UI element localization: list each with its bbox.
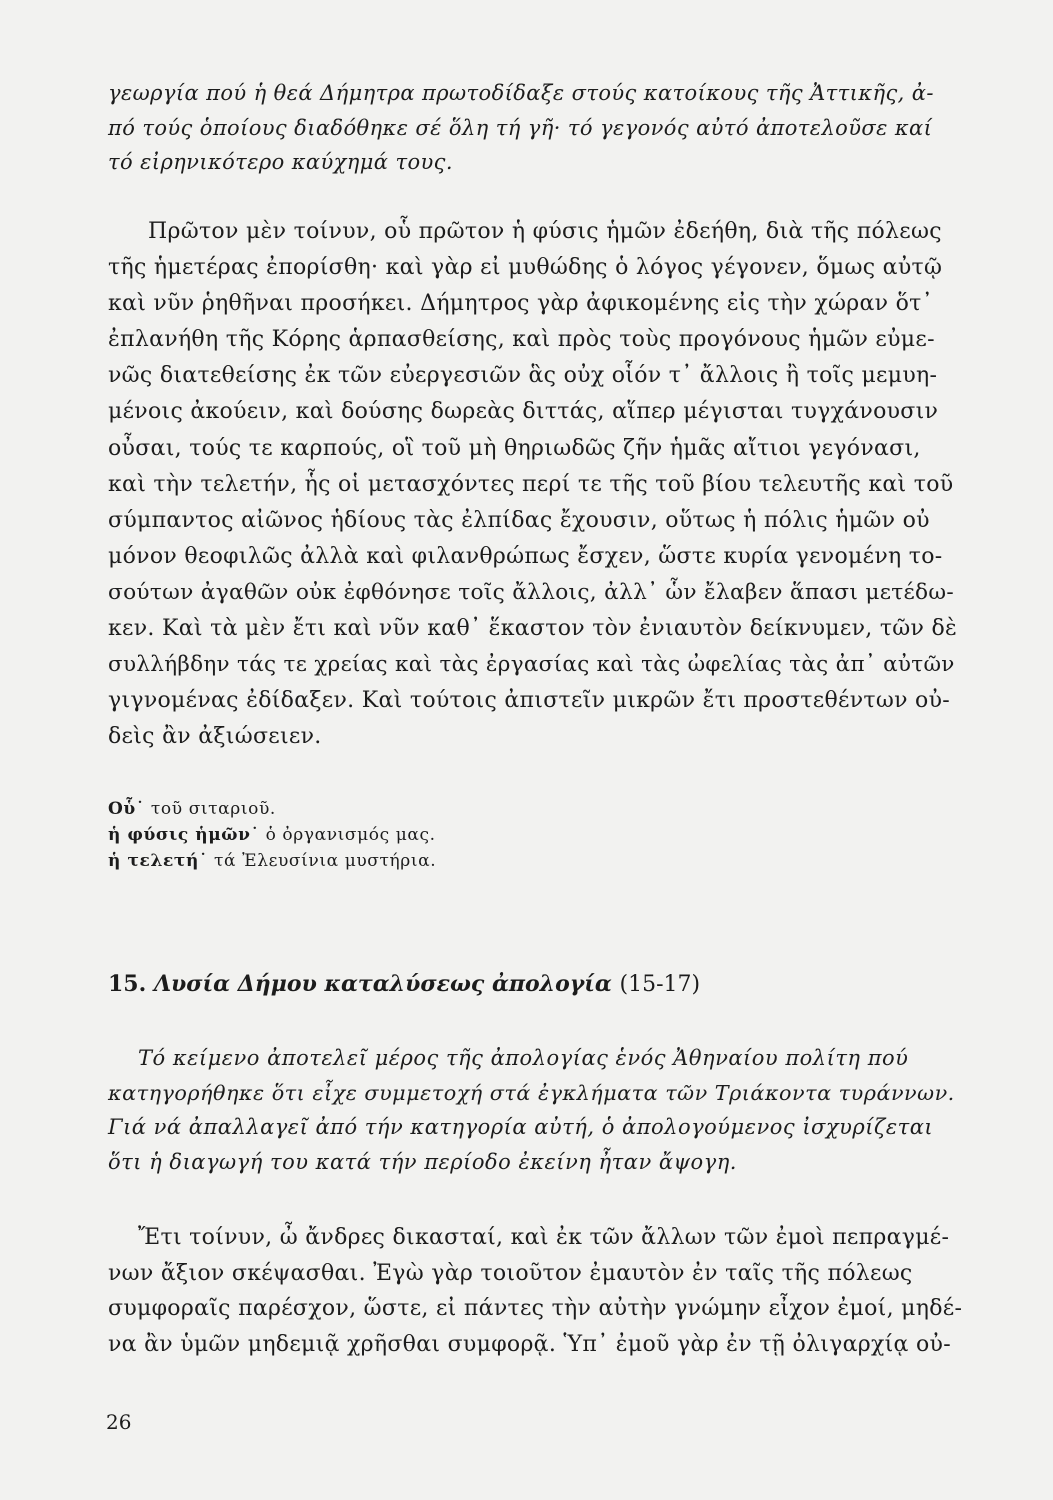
passage-line: σούτων ἀγαθῶν οὐκ ἐφθόνησε τοῖς ἄλλοις, ἀλλ᾽ ὧν ἔλαβεν ἅπασι μετέδω- (108, 579, 954, 605)
section-number: 15. (108, 971, 147, 997)
section-title: Λυσία Δήμου καταλύσεως ἀπολογία (153, 971, 612, 997)
intro-commentary (108, 76, 963, 180)
intro-line: Γιά νά ἀπαλλαγεῖ ἀπό τήν κατηγορία αὐτή, ὁ ἀπολογούμενος ἰσχυρίζεται (108, 1115, 934, 1139)
section-range: (15-17) (619, 972, 701, 997)
glossary-note (108, 822, 963, 848)
passage-line: να ἂν ὑμῶν μηδεμιᾷ χρῆσθαι συμφορᾷ. Ὑπ᾽ ἐμοῦ γὰρ ἐν τῇ ὀλιγαρχίᾳ οὐ- (108, 1331, 951, 1357)
commentary-line: πό τούς ὁποίους διαδόθηκε σέ ὅλη τή γῆ· τό γεγονός αὐτό ἀποτελοῦσε καί (108, 115, 933, 140)
passage-line: συλλήβδην τάς τε χρείας καὶ τὰς ἐργασίας καὶ τὰς ὠφελίας τὰς ἀπ᾽ αὐτῶν (108, 652, 955, 678)
passage-line: γιγνομένας ἐδίδαξεν. Καὶ τούτοις ἀπιστεῖν μικρῶν ἔτι προστεθέντων οὐ- (108, 688, 950, 714)
commentary-line: γεωργία πού ἡ θεά Δήμητρα πρωτοδίδαξε στούς κατοίκους τῆς Ἀττικῆς, ἀ- (108, 81, 934, 105)
glossary-notes (108, 796, 963, 874)
passage-line: νων ἄξιον σκέψασθαι. Ἐγὼ γὰρ τοιοῦτον ἐμαυτὸν ἐν ταῖς τῆς πόλεως (108, 1260, 913, 1286)
passage-line: τῆς ἡμετέρας ἐπορίσθη· καὶ γὰρ εἰ μυθώδης ὁ λόγος γέγονεν, ὅμως αὐτῷ (108, 255, 943, 281)
note-term: Οὗ˙ (108, 799, 145, 819)
intro-line: κατηγορήθηκε ὅτι εἶχε συμμετοχή στά ἐγκλήματα τῶν Τριάκοντα τυράννων. (108, 1080, 955, 1105)
intro-line: Τό κείμενο ἀποτελεῖ μέρος τῆς ἀπολογίας ἑνός Ἀθηναίου πολίτη πού (138, 1046, 909, 1070)
page-number: 26 (106, 1410, 132, 1434)
note-gloss: τά Ἐλευσίνια μυστήρια. (214, 851, 437, 871)
note-gloss: τοῦ σιταριοῦ. (150, 799, 276, 819)
passage-line: καὶ νῦν ῥηθῆναι προσήκει. Δήμητρος γὰρ ἀφικομένης εἰς τὴν χώραν ὅτ᾽ (108, 291, 933, 317)
passage-line: δεὶς ἂν ἀξιώσειεν. (108, 724, 322, 750)
passage-line: μένοις ἀκούειν, καὶ δούσης δωρεὰς διττάς, αἵπερ μέγισται τυγχάνουσιν (108, 399, 939, 425)
passage-line: νῶς διατεθείσης ἐκ τῶν εὐεργεσιῶν ἃς οὐχ οἷόν τ᾽ ἄλλοις ἢ τοῖς μεμυη- (108, 363, 938, 389)
note-term: ἡ φύσις ἡμῶν˙ (108, 825, 260, 845)
passage-line: σύμπαντος αἰῶνος ἡδίους τὰς ἐλπίδας ἔχουσιν, οὕτως ἡ πόλις ἡμῶν οὐ (108, 507, 930, 533)
section-heading (108, 968, 963, 1001)
section-introduction (108, 1041, 963, 1179)
passage-line: οὖσαι, τούς τε καρπούς, οἳ τοῦ μὴ θηριωδῶς ζῆν ἡμᾶς αἴτιοι γεγόνασι, (108, 435, 921, 461)
passage-line: κεν. Καὶ τὰ μὲν ἔτι καὶ νῦν καθ᾽ ἕκαστον τὸν ἐνιαυτὸν δείκνυμεν, τῶν δὲ (108, 616, 958, 642)
passage-line: συμφοραῖς παρέσχον, ὥστε, εἰ πάντες τὴν αὐτὴν γνώμην εἶχον ἐμοί, μηδέ- (108, 1296, 963, 1321)
ancient-greek-passage-1 (108, 214, 963, 755)
note-gloss: ὁ ὀργανισμός μας. (265, 825, 436, 845)
passage-line: καὶ τὴν τελετήν, ἧς οἱ μετασχόντες περί τε τῆς τοῦ βίου τελευτῆς καὶ τοῦ (108, 471, 954, 497)
commentary-line: τό εἰρηνικότερο καύχημά τους. (108, 150, 453, 174)
ancient-greek-passage-2 (108, 1220, 963, 1362)
glossary-note (108, 796, 963, 822)
passage-line: μόνον θεοφιλῶς ἀλλὰ καὶ φιλανθρώπως ἔσχεν, ὥστε κυρία γενομένη το- (108, 543, 943, 569)
passage-line: Πρῶτον μὲν τοίνυν, οὗ πρῶτον ἡ φύσις ἡμῶν ἐδεήθη, διὰ τῆς πόλεως (148, 219, 942, 244)
passage-line: Ἔτι τοίνυν, ὦ ἄνδρες δικασταί, καὶ ἐκ τῶν ἄλλων τῶν ἐμοὶ πεπραγμέ- (138, 1225, 950, 1250)
intro-line: ὅτι ἡ διαγωγή του κατά τήν περίοδο ἐκείνη ἦταν ἄψογη. (108, 1149, 737, 1174)
note-term: ἡ τελετή˙ (108, 851, 209, 871)
glossary-note (108, 848, 963, 874)
passage-line: ἐπλανήθη τῆς Κόρης ἁρπασθείσης, καὶ πρὸς τοὺς προγόνους ἡμῶν εὐμε- (108, 327, 935, 353)
